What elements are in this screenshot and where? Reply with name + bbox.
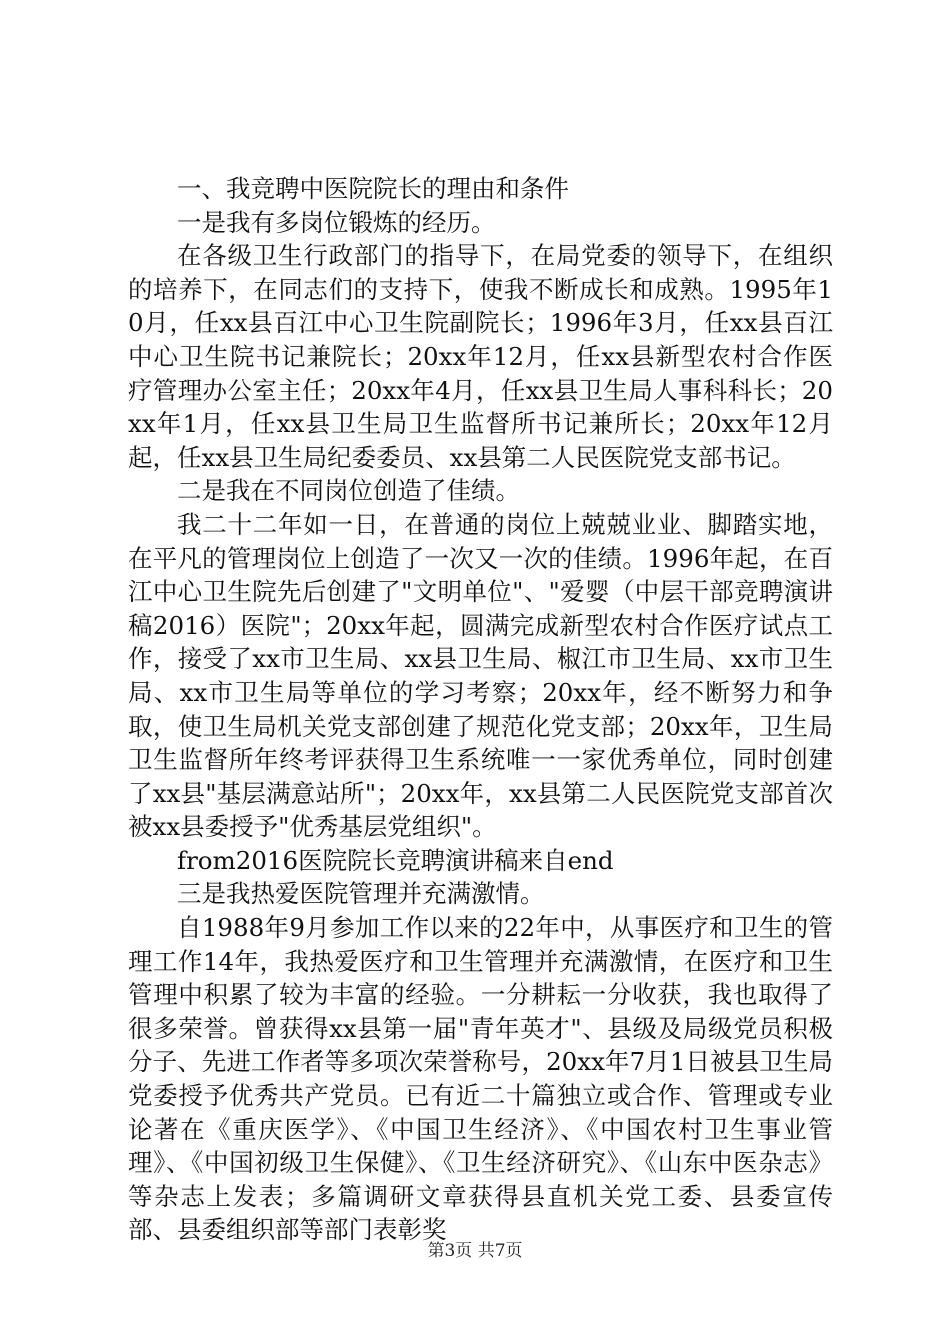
source-note: from2016医院院长竞聘演讲稿来自end (177, 845, 614, 875)
document-body (128, 172, 833, 1247)
paragraph-experience: 在各级卫生行政部门的指导下，在局党委的领导下，在组织的培养下，在同志们的支持下，使我不断成长和成熟。1995年10月，任xx县百江中心卫生院副院长；1996年3月，任xx县百江中心卫生院书记兼院长；20xx年12月，任xx县新型农村合作医疗管理办公室主任；20xx年4月，任xx县卫生局人事科科长；20xx年1月，任xx县卫生局卫生监督所书记兼所长；20xx年12月起，任xx县卫生局纪委委员、xx县第二人民医院党支部书记。 (128, 241, 833, 472)
section-heading: 一、我竞聘中医院院长的理由和条件 (177, 174, 569, 203)
subheading-experience: 一是我有多岗位锻炼的经历。 (177, 207, 496, 237)
paragraph-passion: 自1988年9月参加工作以来的22年中，从事医疗和卫生的管理工作14年，我热爱医疗和卫生管理并充满激情，在医疗和卫生管理中积累了较为丰富的经验。一分耕耘一分收获，我也取得了很多荣誉。曾获得xx县第一届"青年英才"、县级及局级党员积极分子、先进工作者等多项次荣誉称号，20xx年7月1日被县卫生局党委授予优秀共产党员。已有近二十篇独立或合作、管理或专业论著在《重庆医学》、《中国卫生经济》、《中国农村卫生事业管理》、《中国初级卫生保健》、《卫生经济研究》、《山东中医杂志》等杂志上发表；多篇调研文章获得县直机关党工委、县委宣传部、县委组织部等部门表彰奖 (128, 913, 833, 1245)
subheading-passion: 三是我热爱医院管理并充满激情。 (177, 879, 545, 909)
paragraph-achievements: 我二十二年如一日，在普通的岗位上兢兢业业、脚踏实地，在平凡的管理岗位上创造了一次又一次的佳绩。1996年起，在百江中心卫生院先后创建了"文明单位"、"爱婴（中层干部竞聘演讲稿2016）医院"；20xx年起，圆满完成新型农村合作医疗试点工作，接受了xx市卫生局、xx县卫生局、椒江市卫生局、xx市卫生局、xx市卫生局等单位的学习考察；20xx年，经不断努力和争取，使卫生局机关党支部创建了规范化党支部；20xx年，卫生局卫生监督所年终考评获得卫生系统唯一一家优秀单位，同时创建了xx县"基层满意站所"；20xx年，xx县第二人民医院党支部首次被xx县委授予"优秀基层党组织"。 (128, 509, 833, 842)
page-number-footer: 第3页 共7页 (427, 1241, 523, 1261)
subheading-achievements: 二是我在不同岗位创造了佳绩。 (177, 476, 520, 506)
